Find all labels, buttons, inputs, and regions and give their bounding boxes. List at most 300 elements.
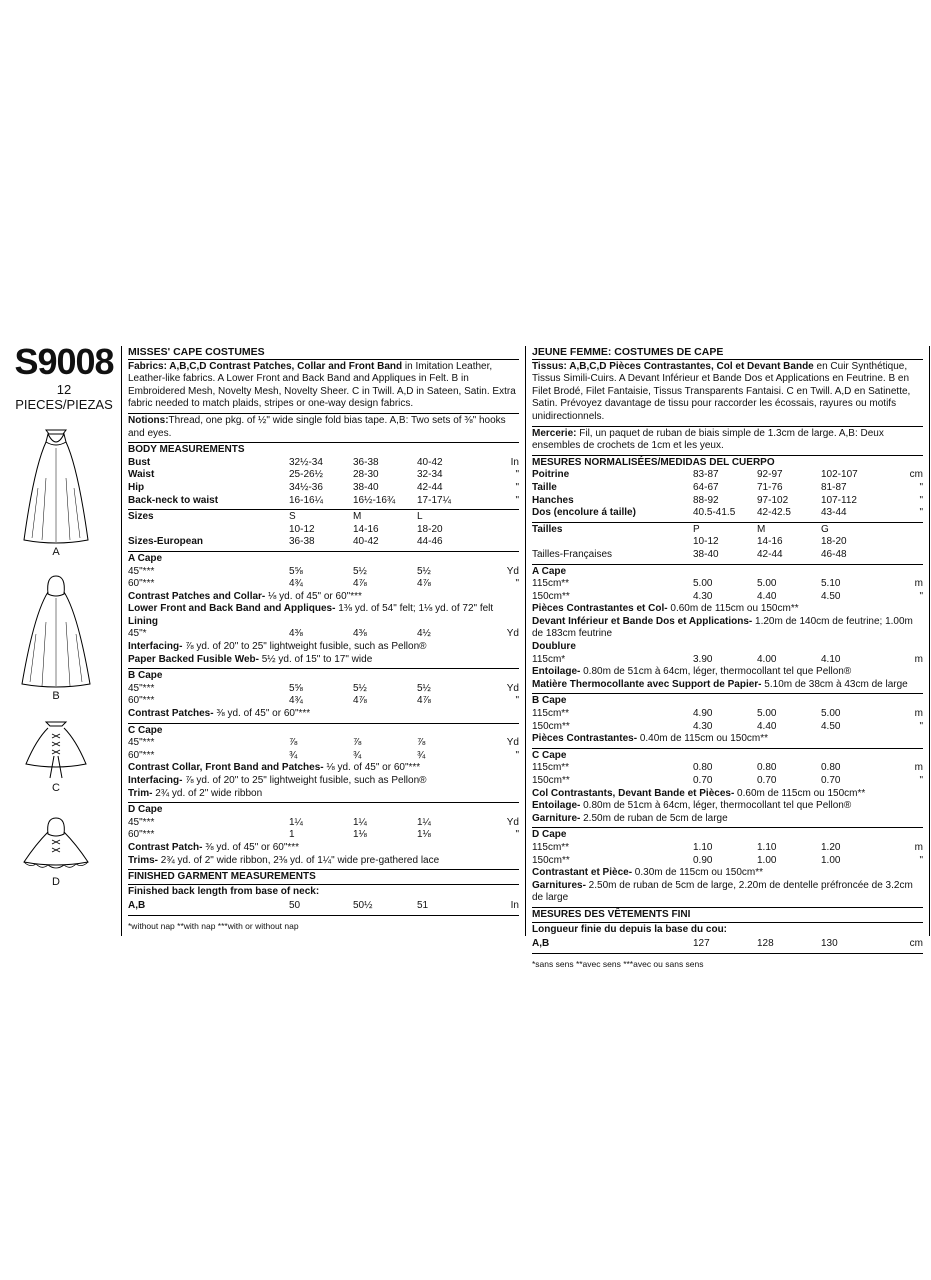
en-body-row-c2: 28-30 [353,469,379,481]
fr-yardage-line-text: 2.50m de ruban de 5cm de large [580,812,728,824]
fr-body-row-u: cm [909,469,923,481]
en-body-row-c1: 32½-34 [289,456,323,468]
fr-yardage-line [532,666,923,679]
en-yardage-row-label: 45"* [128,628,147,640]
en-yardage-row-c3 [417,804,481,817]
fr-yardage-row-u [885,695,923,708]
fr-yardage-row-c2: 4.00 [757,653,777,665]
fr-size-row [532,549,923,562]
fr-yardage-line [532,867,923,880]
view-a [0,428,112,558]
fr-yardage-row-u: m [914,708,923,720]
en-yardage-row-c2: ¾ [353,749,362,761]
fr-yardage-line [532,733,923,746]
fr-yardage-row-c1 [693,566,757,579]
en-yardage-row [128,725,519,738]
view-d-capelet-illustration [16,816,96,876]
en-yardage-line-text: ⅜ yd. of 45" or 60"*** [213,708,311,720]
fr-yardage-line-text: 0.80m de 51cm à 64cm, léger, thermocollant tel que Pellon® [580,800,852,812]
en-body-row-label: Bust [128,456,151,468]
fr-yardage-row-c1 [693,695,757,708]
fr-yardage-row-c2 [757,829,821,842]
en-yardage-line-heading: Contrast Patches- [128,708,214,720]
en-view-c-yardage [128,723,519,803]
en-yardage-row-c2 [353,553,417,566]
fr-yardage-row-u: " [919,590,923,602]
en-yardage-row-c2 [353,804,417,817]
fr-yardage-line-heading: Contrastant et Pièce- [532,867,633,879]
fr-size-row-c3: G [821,523,829,535]
en-body-row-c1: 25-26½ [289,469,323,481]
en-yardage-row-c1: ⅞ [289,737,298,749]
fr-view-a-yardage [532,564,923,694]
fr-yardage-row-c1: 0.90 [693,854,713,866]
fr-sizes [532,522,923,564]
fr-yardage-row-c1: 1.10 [693,841,713,853]
fr-fabrics-paragraph [532,361,923,424]
fr-yardage-row-c2: 1.10 [757,841,777,853]
en-yardage-line [128,708,519,721]
en-yardage-line-text: 5½ yd. of 15" to 17" wide [258,653,373,665]
fr-body-row-u: " [919,507,923,519]
fr-view-b-yardage [532,693,923,747]
en-body-row-label: Back-neck to waist [128,494,219,506]
fr-yardage-row-u: " [919,720,923,732]
fr-yardage-row-c1: 4.30 [693,590,713,602]
fr-size-row [532,524,923,537]
en-size-row [128,524,519,537]
fr-body-row-c3: 43-44 [821,507,847,519]
fr-yardage-row [532,842,923,855]
fr-yardage-row-c1: 0.80 [693,762,713,774]
fr-yardage-row-c3 [821,566,885,579]
fr-body-row-label: Hanches [532,494,574,506]
fr-yardage-row-u: m [914,578,923,590]
fr-yardage-row-label: 150cm** [532,590,570,602]
fr-yardage-row-c3: 5.00 [821,708,841,720]
fr-yardage-row-c1: 5.00 [693,578,713,590]
fr-yardage-line-text: 0.40m de 115cm ou 150cm** [637,733,769,745]
en-body-row-c1: 16-16¼ [289,494,323,506]
fr-size-row-label: Tailles [532,523,563,535]
fr-yardage-line-heading: Garniture- [532,812,581,824]
fr-yardage-row [532,855,923,868]
fr-yardage-row-label: C Cape [532,749,567,761]
en-yardage-row-c3: 5½ [417,565,431,577]
en-yardage-row-c1 [289,553,353,566]
en-yardage-line-heading: Interfacing- [128,641,183,653]
fr-yardage-row-c2 [757,641,821,654]
en-finished-subtitle: Finished back length from base of neck: [128,884,519,901]
fr-yardage-line-heading: Devant Inférieur et Bande Dos et Applications- [532,615,753,627]
fr-yardage-row-c3: 0.70 [821,775,841,786]
fr-body-row-c2: 42-42.5 [757,507,791,519]
fr-yardage-row-u: " [919,854,923,866]
en-size-row [128,511,519,524]
fr-notions-paragraph [532,428,923,453]
en-body-measurements [128,442,519,509]
fr-yardage-row [532,750,923,763]
fr-size-row-c3: 18-20 [821,536,847,548]
en-yardage-row [128,695,519,708]
en-body-row-label: Hip [128,481,145,493]
fr-yardage-row-c3: 0.80 [821,762,841,774]
en-size-row-c1: S [289,511,296,523]
en-yardage-row-c3 [417,616,481,629]
fr-yardage-row-label: Doublure [532,641,576,653]
fr-yardage-line [532,788,923,801]
fr-finished-row-c2: 128 [757,938,774,950]
en-yardage-row-c3: 4½ [417,628,431,640]
en-finished-row-c3: 51 [417,900,429,912]
fr-yardage-line-text: 0.60m de 115cm ou 150cm** [667,603,799,615]
en-yardage-row-c2: 5½ [353,565,367,577]
divider-left [121,346,122,936]
en-yardage-line-text: ⅞ yd. of 20" to 25" lightweight fusible, such as Pellon® [182,775,427,786]
fr-body-row-c2: 71-76 [757,481,783,493]
en-yardage-row [128,616,519,629]
en-body-row-c1: 34½-36 [289,481,323,493]
en-finished-row-c2: 50½ [353,900,373,912]
fr-size-row-label [532,536,693,549]
french-column [532,346,923,970]
fr-body-row-c1: 83-87 [693,469,719,481]
en-yardage-row-u: Yd [506,816,519,828]
fr-yardage-row-c3 [821,641,885,654]
fr-notions-text: Fil, un paquet de ruban de biais simple de 1.3cm de large. A,B: Deux ensembles de crochets de 1cm et les yeux. [532,427,884,452]
en-yardage-row [128,553,519,566]
en-yardage-row-u [481,616,519,629]
en-finished-row [128,900,519,913]
fr-yardage-line-text: 0.30m de 115cm ou 150cm** [632,867,764,879]
pieces-count: 12 PIECES/PIEZAS [15,382,113,412]
en-size-row [128,536,519,549]
en-body-row-label: Waist [128,469,155,481]
en-yardage-row-label: 60"*** [128,749,155,761]
fr-size-row-c1: P [693,523,700,535]
fr-yardage-line-text: 5.10m de 38cm à 43cm de large [761,678,908,690]
fr-body-row-c3: 81-87 [821,481,847,493]
en-yardage-line-text: 2¾ yd. of 2" wide ribbon, 2⅜ yd. of 1¼" wide pre-gathered lace [158,854,440,866]
fr-yardage-row-c1: 4.90 [693,708,713,720]
en-body-row [128,457,519,470]
en-yardage-row-c2 [353,616,417,629]
en-yardage-row-label: 45"*** [128,816,155,828]
en-size-row-c3: 18-20 [417,523,443,535]
en-yardage-row-u: " [515,695,519,707]
en-size-row-label: Sizes-European [128,536,204,548]
fr-body-row [532,469,923,482]
fr-yardage-row [532,721,923,734]
sidebar [8,341,120,412]
fr-yardage-row-c1: 3.90 [693,653,713,665]
en-yardage-row-c3 [417,725,481,738]
fr-body-row-c2: 92-97 [757,469,783,481]
fr-body-row-c2: 97-102 [757,494,789,506]
en-yardage-row-label: 45"*** [128,565,155,577]
en-size-row-u [481,536,519,549]
fr-yardage-row-label: 115cm** [532,708,570,720]
view-d-label: D [52,876,60,888]
en-yardage-row-c1 [289,804,353,817]
fr-yardage-row-label: B Cape [532,695,567,707]
en-body-row-c2: 16½-16¾ [353,494,396,506]
en-yardage-row-u [481,725,519,738]
fr-yardage-row-c3: 4.50 [821,590,841,602]
fr-yardage-row [532,695,923,708]
fr-finished-row [532,938,923,951]
fr-yardage-row [532,654,923,667]
fr-finished-row-c3: 130 [821,938,838,950]
fr-size-row-c2: 42-44 [757,548,783,560]
en-fabrics-paragraph [128,361,519,411]
en-yardage-row-u: " [515,578,519,590]
en-body-row-c2: 38-40 [353,481,379,493]
en-size-row-c3: 44-46 [417,536,443,548]
fr-yardage-line-text: 2.50m de ruban de 5cm de large, 2.20m de dentelle préfroncée de 3.2cm de large [532,879,913,904]
en-body-row-c3: 32-34 [417,469,443,481]
fr-yardage-row-c2: 4.40 [757,590,777,602]
fr-body-title: MESURES NORMALISÉES/MEDIDAS DEL CUERPO [532,456,775,468]
fr-size-row-c1: 10-12 [693,536,719,548]
en-yardage-row-c2: ⅞ [353,737,362,749]
en-yardage-row-u [481,804,519,817]
en-finished-title: FINISHED GARMENT MEASUREMENTS [128,871,316,883]
en-body-row [128,469,519,482]
en-yardage-row-u: Yd [506,565,519,577]
en-size-row-c1: 10-12 [289,523,315,535]
en-fabrics [128,359,519,413]
en-yardage-line [128,775,519,788]
fr-notions-label: Mercerie: [532,427,577,439]
en-yardage-row-c1 [289,670,353,683]
fr-yardage-row-c1: 4.30 [693,720,713,732]
en-yardage-row-c2: 1¼ [353,816,367,828]
en-body-row-u: " [515,481,519,493]
en-yardage-line-heading: Trims- [128,854,159,866]
en-body-row [128,495,519,508]
en-finished-row-u: In [510,900,519,912]
fr-yardage-row-label: A Cape [532,565,567,577]
fr-size-row-u [885,536,923,549]
fr-footnote: *sans sens **avec sens ***avec ou sans sens [532,958,704,969]
en-yardage-row-c3: 1¼ [417,816,431,828]
en-yardage-row-label: 45"*** [128,737,155,749]
fr-yardage-row [532,829,923,842]
en-notions-label: Notions: [128,414,169,426]
fr-yardage-row-label: 115cm* [532,653,566,665]
en-yardage-row-label: A Cape [128,552,163,564]
en-yardage-row [128,683,519,696]
fr-finished-row-c1: 127 [693,938,710,950]
en-yardage-row-c2 [353,670,417,683]
fr-body-row-label: Dos (encolure á taille) [532,507,636,519]
en-size-row-label: Sizes [128,511,154,523]
en-body-row [128,482,519,495]
en-yardage-row-c3: ¾ [417,749,426,761]
en-yardage-line [128,855,519,868]
en-view-d-yardage [128,802,519,869]
fr-yardage-row-u [885,641,923,654]
fr-yardage-row-u [885,566,923,579]
en-yardage-line-text: ⅛ yd. of 45" or 60"*** [265,590,362,602]
en-yardage-row-c1: 1 [289,829,295,841]
fr-finished-row-u: cm [909,938,923,950]
en-yardage-line-text: ⅛ yd. of 45" or 60"*** [323,762,421,774]
en-yardage-row-c3: 1⅛ [417,829,431,841]
en-yardage-row [128,628,519,641]
fr-yardage-row-c3 [821,829,885,842]
fr-yardage-row-label: 115cm** [532,841,570,853]
fr-yardage-line [532,603,923,616]
view-a-label: A [52,546,60,558]
en-yardage-row-c2: 5½ [353,682,367,694]
fr-yardage-row-label: 115cm** [532,578,570,590]
fr-fabrics [532,359,923,426]
fr-body-row-label: Poitrine [532,469,570,481]
en-yardage-row-u: Yd [506,682,519,694]
en-yardage-line [128,591,519,604]
en-yardage-row-c2: 1⅛ [353,829,367,841]
en-title: MISSES' CAPE COSTUMES [128,346,265,358]
fr-yardage-row-c2: 5.00 [757,578,777,590]
fr-yardage-row [532,578,923,591]
en-yardage-row [128,817,519,830]
fr-body-row [532,482,923,495]
en-yardage-row-c2: 4⅞ [353,578,367,590]
fr-finished-title: MESURES DES VÊTEMENTS FINI [532,908,691,920]
fr-yardage-row-c3: 1.00 [821,854,841,866]
fr-yardage-line-heading: Entoilage- [532,800,581,812]
fr-finished-measurements [532,907,923,953]
en-yardage-row-label: Lining [128,615,158,627]
en-yardage-row-c1 [289,725,353,738]
fr-body-row-label: Taille [532,481,557,493]
en-finished-measurements [128,869,519,915]
fr-size-row-c3: 46-48 [821,548,847,560]
en-yardage-line [128,654,519,667]
en-yardage-line-heading: Trim- [128,787,153,799]
fr-yardage-row-u [885,750,923,763]
fr-finished-row-label: A,B [532,938,550,950]
view-c-label: C [52,782,60,794]
fr-yardage-row-c1: 0.70 [693,775,713,786]
en-fabrics-text: in Imitation Leather, Leather-like fabrics. A Lower Front and Back Band and Appliques in Felt. B in Embroidered Mesh, Novelty Mesh, Novelty Sheer. C in Twill. A,D in Sateen, Satin. Extra fabric needed to match plaids, stripes or one-way design fabrics. [128,360,516,410]
en-yardage-row-label: D Cape [128,804,163,816]
fr-size-row-u [885,549,923,562]
en-fabrics-label: Fabrics: A,B,C,D Contrast Patches, Collar and Front Band [128,360,403,372]
fr-body-row-u: " [919,494,923,506]
en-body-title: BODY MEASUREMENTS [128,444,245,456]
fr-yardage-row-c2: 5.00 [757,708,777,720]
fr-yardage-line [532,880,923,905]
pattern-number: S9008 [14,341,114,382]
en-footnote-rule [128,915,519,916]
fr-yardage-line-heading: Matière Thermocollante avec Support de Papier- [532,678,762,690]
english-column [128,346,519,933]
en-yardage-row-c3: 4⅞ [417,695,431,707]
en-yardage-row [128,737,519,750]
fr-yardage-row-c3: 1.20 [821,841,841,853]
en-body-row-u: " [515,469,519,481]
view-c [0,720,112,794]
fr-yardage-line [532,679,923,692]
en-yardage-line-text: 1⅜ yd. of 54" felt; 1⅛ yd. of 72" felt [335,603,494,615]
en-yardage-row-c3 [417,670,481,683]
fr-yardage-line-heading: Entoilage- [532,666,581,678]
view-d [0,816,112,888]
en-finished-row-label: A,B [128,900,146,912]
fr-yardage-row-label: 150cm** [532,775,570,786]
en-yardage-line [128,603,519,616]
en-size-row-c1: 36-38 [289,536,315,548]
fr-yardage-row-c2 [757,695,821,708]
en-yardage-row [128,750,519,763]
fr-yardage-row-c1 [693,641,757,654]
en-yardage-row-label: 45"*** [128,682,155,694]
fr-yardage-row-u: " [919,775,923,786]
en-yardage-row-c1: ¾ [289,749,298,761]
en-yardage-row-u: Yd [506,628,519,640]
fr-body-row-c3: 102-107 [821,469,858,481]
fr-yardage-row-c3 [821,695,885,708]
fr-size-row-c2: 14-16 [757,536,783,548]
fr-yardage-row [532,566,923,579]
en-body-row-c3: 17-17¼ [417,494,451,506]
en-size-row-c2: 14-16 [353,523,379,535]
en-yardage-row-c2 [353,725,417,738]
en-yardage-row-label: 60"*** [128,829,155,841]
en-yardage-row [128,566,519,579]
fr-yardage-row-u: m [914,653,923,665]
fr-fabrics-label: Tissus: A,B,C,D Pièces Contrastantes, Col et Devant Bande [532,360,814,372]
fr-view-d-yardage [532,827,923,907]
en-yardage-line-text: ⅜ yd. of 45" or 60"*** [202,841,300,853]
en-yardage-row-label: 60"*** [128,695,155,707]
view-b-label: B [52,690,60,702]
en-yardage-row-c3: 5½ [417,682,431,694]
en-yardage-row-c3 [417,553,481,566]
divider-right [929,346,930,936]
en-yardage-row-u: " [515,749,519,761]
fr-body-row-c3: 107-112 [821,494,857,506]
view-a-cape-illustration [16,428,96,546]
en-yardage-row-c1: 4¾ [289,695,303,707]
fr-yardage-row-c3: 4.50 [821,720,841,732]
en-yardage-row-c1: 5⅝ [289,565,303,577]
fr-body-measurements [532,455,923,522]
fr-yardage-row-c2: 4.40 [757,720,777,732]
fr-yardage-line [532,616,923,641]
en-yardage-line [128,641,519,654]
fr-yardage-line-heading: Pièces Contrastantes et Col- [532,603,668,615]
en-size-row-c2: M [353,511,362,523]
fr-yardage-row-c2 [757,750,821,763]
fr-finished-subtitle: Longueur finie du depuis la base du cou: [532,922,923,939]
fr-title: JEUNE FEMME: COSTUMES DE CAPE [532,346,724,358]
en-yardage-row-label: C Cape [128,724,163,736]
fr-yardage-row-label: 150cm** [532,854,570,866]
en-yardage-row-label: B Cape [128,670,163,682]
en-yardage-row [128,670,519,683]
fr-yardage-row-c3: 4.10 [821,653,841,665]
en-size-row-u [481,524,519,537]
fr-yardage-line-heading: Col Contrastants, Devant Bande et Pièces- [532,787,735,799]
en-yardage-line [128,788,519,801]
en-notions-paragraph [128,415,519,440]
en-notions [128,413,519,442]
en-size-row-c3: L [417,511,423,523]
